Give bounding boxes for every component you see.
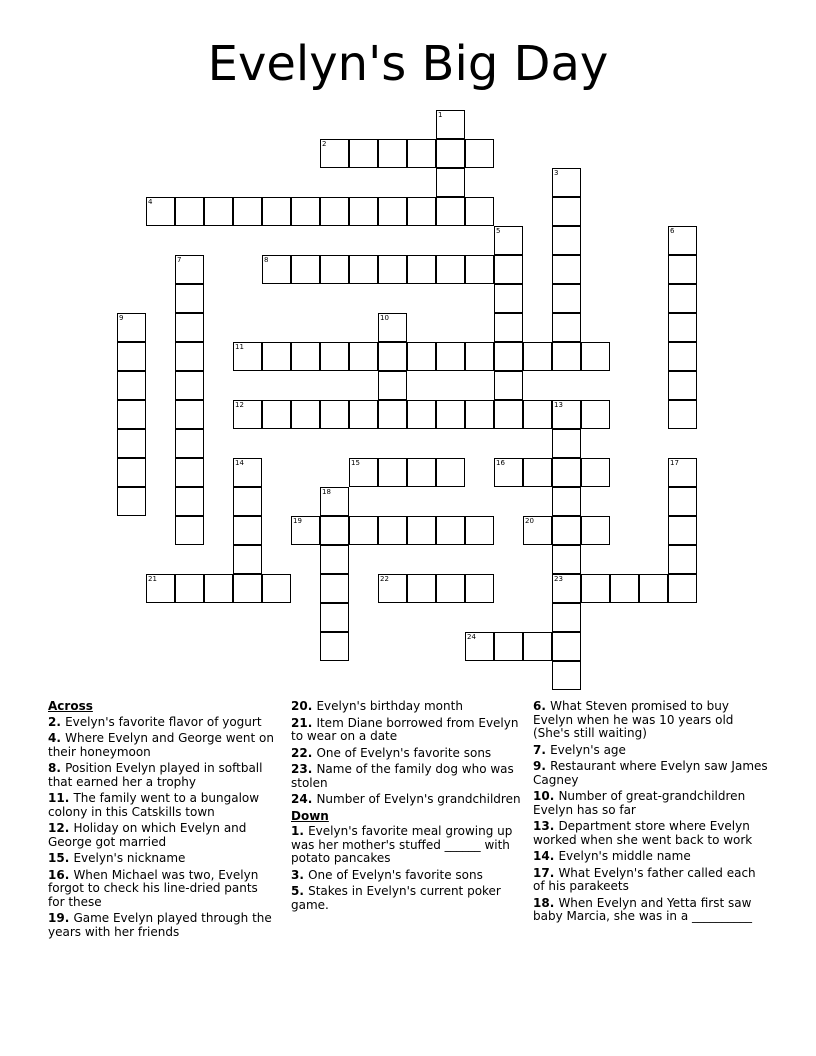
across-clue [291, 747, 521, 761]
grid-cell[interactable] [523, 458, 552, 487]
grid-cell[interactable] [581, 574, 610, 603]
clue-number: 5. [291, 884, 309, 898]
grid-cell[interactable] [320, 400, 349, 429]
grid-cell[interactable] [407, 574, 436, 603]
grid-cell[interactable] [378, 574, 407, 603]
grid-cell[interactable] [175, 458, 204, 487]
grid-cell[interactable] [465, 139, 494, 168]
down-clue [533, 790, 768, 817]
grid-cell[interactable] [378, 371, 407, 400]
grid-cell[interactable] [175, 400, 204, 429]
clue-number: 9. [533, 759, 551, 773]
grid-cell[interactable] [494, 284, 523, 313]
grid-cell[interactable] [291, 342, 320, 371]
grid-cell[interactable] [494, 371, 523, 400]
grid-cell[interactable] [436, 516, 465, 545]
grid-cell[interactable] [378, 342, 407, 371]
grid-cell[interactable] [320, 632, 349, 661]
grid-cell[interactable] [320, 574, 349, 603]
grid-cell[interactable] [552, 255, 581, 284]
grid-cell[interactable] [175, 487, 204, 516]
grid-cell[interactable] [204, 574, 233, 603]
clue-column-3 [533, 700, 768, 927]
grid-cell[interactable] [233, 516, 262, 545]
across-heading: Across [48, 699, 93, 713]
grid-cell[interactable] [233, 197, 262, 226]
across-clue [48, 852, 278, 866]
grid-cell[interactable] [349, 516, 378, 545]
grid-cell[interactable] [407, 255, 436, 284]
clue-number: 15. [48, 851, 74, 865]
grid-cell[interactable] [465, 255, 494, 284]
clue-text: Item Diane borrowed from Evelyn to wear on a date [291, 715, 519, 743]
grid-cell[interactable] [320, 516, 349, 545]
clue-text: Evelyn's age [550, 742, 626, 757]
across-clue [48, 912, 278, 939]
grid-cell[interactable] [552, 661, 581, 690]
clue-number: 20 [525, 517, 534, 525]
grid-cell[interactable] [262, 197, 291, 226]
grid-cell[interactable] [320, 255, 349, 284]
grid-cell[interactable] [552, 313, 581, 342]
grid-cell[interactable] [407, 197, 436, 226]
grid-cell[interactable] [175, 255, 204, 284]
clue-text: Holiday on which Evelyn and George got married [48, 821, 247, 849]
clue-text: Department store where Evelyn worked when she went back to work [533, 819, 753, 847]
grid-cell[interactable] [117, 487, 146, 516]
grid-cell[interactable] [146, 574, 175, 603]
grid-cell[interactable] [494, 342, 523, 371]
clue-text: One of Evelyn's favorite sons [308, 867, 483, 882]
clue-number: 14. [533, 849, 559, 863]
clue-number: 2. [48, 714, 66, 729]
grid-cell[interactable] [639, 574, 668, 603]
grid-cell[interactable] [262, 574, 291, 603]
grid-cell[interactable] [465, 574, 494, 603]
down-clue [533, 700, 768, 741]
grid-cell[interactable] [407, 400, 436, 429]
grid-cell[interactable] [494, 255, 523, 284]
clue-number: 23 [554, 575, 563, 583]
grid-cell[interactable] [552, 342, 581, 371]
clue-number: 3. [291, 867, 309, 882]
grid-cell[interactable] [204, 197, 233, 226]
clue-number: 4. [48, 731, 66, 745]
grid-cell[interactable] [175, 313, 204, 342]
grid-cell[interactable] [320, 197, 349, 226]
grid-cell[interactable] [320, 603, 349, 632]
grid-cell[interactable] [465, 516, 494, 545]
clue-text: Evelyn's birthday month [316, 699, 463, 713]
grid-cell[interactable] [349, 139, 378, 168]
grid-cell[interactable] [523, 400, 552, 429]
across-clue [48, 869, 278, 910]
grid-cell[interactable] [117, 400, 146, 429]
grid-cell[interactable] [552, 603, 581, 632]
grid-cell[interactable] [465, 197, 494, 226]
across-clue [48, 762, 278, 789]
grid-cell[interactable] [494, 632, 523, 661]
grid-cell[interactable] [175, 371, 204, 400]
clue-text: What Steven promised to buy Evelyn when he was 10 years old (She's still waiting) [533, 699, 734, 740]
clue-text: Number of great-grandchildren Evelyn has so far [533, 789, 746, 817]
grid-cell[interactable] [378, 400, 407, 429]
clue-text: The family went to a bungalow colony in this Catskills town [48, 791, 260, 819]
down-clue [533, 820, 768, 847]
grid-cell[interactable] [523, 632, 552, 661]
clue-number: 11. [48, 791, 74, 805]
clue-number: 19. [48, 911, 74, 925]
grid-cell[interactable] [233, 545, 262, 574]
clue-number: 21 [148, 575, 157, 583]
grid-cell[interactable] [233, 487, 262, 516]
clue-text: Evelyn's nickname [73, 851, 186, 865]
clue-number: 17. [533, 865, 559, 880]
clue-text: Where Evelyn and George went on their honeymoon [48, 731, 274, 759]
grid-cell[interactable] [581, 400, 610, 429]
grid-cell[interactable] [436, 255, 465, 284]
clue-number: 6 [670, 227, 675, 235]
clue-text: Stakes in Evelyn's current poker game. [291, 884, 501, 912]
grid-cell[interactable] [175, 429, 204, 458]
clue-text: One of Evelyn's favorite sons [316, 745, 492, 760]
grid-cell[interactable] [465, 632, 494, 661]
grid-cell[interactable] [378, 255, 407, 284]
across-clue [48, 792, 278, 819]
clue-column-1 [48, 700, 278, 942]
grid-cell[interactable] [175, 574, 204, 603]
grid-cell[interactable] [320, 139, 349, 168]
grid-cell[interactable] [117, 342, 146, 371]
clue-number: 20. [291, 699, 317, 713]
down-clue [533, 744, 768, 758]
clue-number: 1. [291, 824, 309, 838]
clue-text: When Evelyn and Yetta first saw baby Marcia, she was in a __________ [533, 895, 753, 923]
grid-cell[interactable] [320, 545, 349, 574]
grid-cell[interactable] [349, 342, 378, 371]
grid-cell[interactable] [175, 342, 204, 371]
grid-cell[interactable] [668, 371, 697, 400]
grid-cell[interactable] [436, 168, 465, 197]
clue-number: 15 [351, 459, 360, 467]
clue-number: 16 [496, 459, 505, 467]
grid-cell[interactable] [552, 574, 581, 603]
clue-number: 18 [322, 488, 331, 496]
clue-number: 8. [48, 761, 66, 775]
grid-cell[interactable] [552, 516, 581, 545]
grid-cell[interactable] [262, 342, 291, 371]
clue-number: 7 [177, 256, 182, 264]
grid-cell[interactable] [465, 342, 494, 371]
clue-number: 9 [119, 314, 124, 322]
grid-cell[interactable] [581, 458, 610, 487]
grid-cell[interactable] [233, 342, 262, 371]
grid-cell[interactable] [668, 284, 697, 313]
clue-text: Name of the family dog who was stolen [291, 762, 514, 790]
down-clue [291, 869, 521, 883]
down-clue [291, 885, 521, 912]
clue-number: 10 [380, 314, 389, 322]
grid-cell[interactable] [320, 342, 349, 371]
grid-cell[interactable] [610, 574, 639, 603]
grid-cell[interactable] [494, 458, 523, 487]
across-clue [48, 716, 278, 730]
grid-cell[interactable] [436, 342, 465, 371]
grid-cell[interactable] [436, 139, 465, 168]
grid-cell[interactable] [175, 284, 204, 313]
grid-cell[interactable] [233, 458, 262, 487]
clue-number: 5 [496, 227, 501, 235]
grid-cell[interactable] [349, 458, 378, 487]
clue-number: 8 [264, 256, 269, 264]
grid-cell[interactable] [668, 342, 697, 371]
grid-cell[interactable] [668, 545, 697, 574]
grid-cell[interactable] [552, 429, 581, 458]
clue-text: Evelyn's middle name [558, 849, 691, 863]
clue-number: 3 [554, 169, 559, 177]
grid-cell[interactable] [668, 313, 697, 342]
grid-cell[interactable] [436, 400, 465, 429]
clue-number: 22 [380, 575, 389, 583]
clue-number: 4 [148, 198, 153, 206]
clue-text: Evelyn's favorite meal growing up was her mother's stuffed ______ with potato pancakes [291, 824, 513, 865]
clue-text: Number of Evelyn's grandchildren [316, 792, 521, 806]
grid-cell[interactable] [668, 487, 697, 516]
grid-cell[interactable] [117, 429, 146, 458]
grid-cell[interactable] [407, 139, 436, 168]
grid-cell[interactable] [175, 516, 204, 545]
down-clue [533, 760, 768, 787]
clue-column-2 [291, 700, 521, 915]
clue-number: 2 [322, 140, 327, 148]
down-heading: Down [291, 808, 329, 823]
grid-cell[interactable] [378, 139, 407, 168]
grid-cell[interactable] [262, 400, 291, 429]
grid-cell[interactable] [494, 400, 523, 429]
clue-number: 13 [554, 401, 563, 409]
grid-cell[interactable] [349, 255, 378, 284]
clue-lists [0, 700, 816, 1056]
clue-number: 19 [293, 517, 302, 525]
grid-cell[interactable] [349, 400, 378, 429]
grid-cell[interactable] [494, 313, 523, 342]
grid-cell[interactable] [552, 197, 581, 226]
grid-cell[interactable] [494, 226, 523, 255]
down-clue [533, 897, 768, 924]
grid-cell[interactable] [117, 313, 146, 342]
clue-number: 23. [291, 762, 317, 776]
clue-number: 13. [533, 819, 559, 833]
grid-cell[interactable] [436, 458, 465, 487]
clue-number: 17 [670, 459, 679, 467]
grid-cell[interactable] [407, 516, 436, 545]
grid-cell[interactable] [523, 516, 552, 545]
grid-cell[interactable] [320, 487, 349, 516]
grid-cell[interactable] [378, 197, 407, 226]
puzzle-title: Evelyn's Big Day [207, 36, 609, 92]
grid-cell[interactable] [668, 226, 697, 255]
down-clue [533, 867, 768, 894]
grid-cell[interactable] [291, 516, 320, 545]
grid-cell[interactable] [349, 197, 378, 226]
grid-cell[interactable] [233, 574, 262, 603]
clue-number: 6. [533, 699, 551, 713]
across-clue [291, 763, 521, 790]
down-clue [533, 850, 768, 864]
grid-cell[interactable] [552, 632, 581, 661]
grid-cell[interactable] [552, 400, 581, 429]
grid-cell[interactable] [291, 255, 320, 284]
grid-cell[interactable] [262, 255, 291, 284]
clue-number: 21. [291, 715, 317, 730]
grid-cell[interactable] [668, 400, 697, 429]
grid-cell[interactable] [552, 168, 581, 197]
clue-number: 1 [438, 111, 443, 119]
grid-cell[interactable] [436, 197, 465, 226]
across-clue [291, 717, 521, 744]
clue-number: 16. [48, 867, 74, 882]
grid-cell[interactable] [117, 458, 146, 487]
grid-cell[interactable] [407, 342, 436, 371]
grid-cell[interactable] [436, 110, 465, 139]
clue-number: 24. [291, 792, 317, 806]
clue-number: 24 [467, 633, 476, 641]
grid-cell[interactable] [291, 197, 320, 226]
grid-cell[interactable] [552, 487, 581, 516]
clue-number: 7. [533, 742, 551, 757]
across-clue [48, 732, 278, 759]
grid-cell[interactable] [378, 458, 407, 487]
grid-cell[interactable] [581, 516, 610, 545]
grid-cell[interactable] [668, 255, 697, 284]
grid-cell[interactable] [378, 516, 407, 545]
down-clue [291, 825, 521, 866]
clue-number: 10. [533, 789, 559, 803]
clue-text: What Evelyn's father called each of his parakeets [533, 865, 756, 893]
clue-number: 22. [291, 745, 317, 760]
across-clue [291, 793, 521, 807]
clue-number: 11 [235, 343, 244, 351]
grid-cell[interactable] [668, 516, 697, 545]
grid-cell[interactable] [581, 342, 610, 371]
grid-cell[interactable] [465, 400, 494, 429]
clue-text: Game Evelyn played through the years with her friends [48, 911, 272, 939]
grid-cell[interactable] [436, 574, 465, 603]
clue-number: 12. [48, 821, 74, 835]
grid-cell[interactable] [552, 458, 581, 487]
grid-cell[interactable] [668, 458, 697, 487]
grid-cell[interactable] [378, 313, 407, 342]
clue-number: 14 [235, 459, 244, 467]
clue-text: Evelyn's favorite flavor of yogurt [65, 714, 262, 729]
across-clue [48, 822, 278, 849]
grid-cell[interactable] [233, 400, 262, 429]
across-clue [291, 700, 521, 714]
grid-cell[interactable] [146, 197, 175, 226]
grid-cell[interactable] [523, 342, 552, 371]
grid-cell[interactable] [668, 574, 697, 603]
grid-cell[interactable] [552, 226, 581, 255]
grid-cell[interactable] [407, 458, 436, 487]
grid-cell[interactable] [175, 197, 204, 226]
grid-cell[interactable] [552, 545, 581, 574]
grid-cell[interactable] [291, 400, 320, 429]
clue-number: 18. [533, 895, 559, 910]
clue-text: When Michael was two, Evelyn forgot to check his line-dried pants for these [48, 867, 259, 909]
clue-number: 12 [235, 401, 244, 409]
clue-text: Position Evelyn played in softball that earned her a trophy [48, 761, 263, 789]
grid-cell[interactable] [552, 284, 581, 313]
grid-cell[interactable] [117, 371, 146, 400]
clue-text: Restaurant where Evelyn saw James Cagney [533, 759, 768, 787]
